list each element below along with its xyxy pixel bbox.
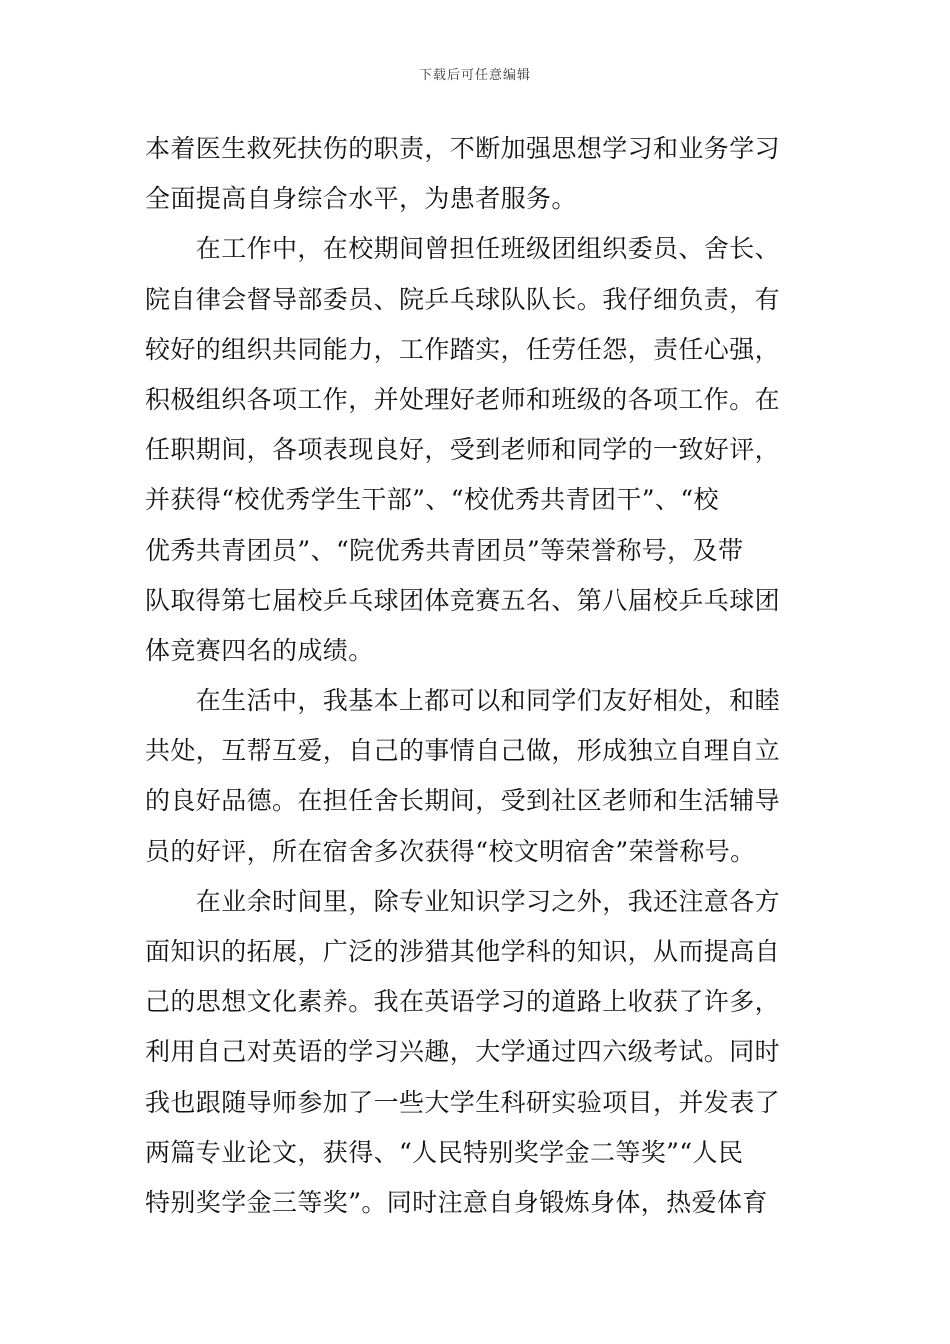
text-line: 在工作中，在校期间曾担任班级团组织委员、舍长、	[145, 234, 781, 264]
text-line: 并获得“校优秀学生干部”、“校优秀共青团干”、“校	[145, 485, 719, 515]
text-line: 员的好评，所在宿舍多次获得“校文明宿舍”荣誉称号。	[145, 836, 756, 866]
text-line: 优秀共青团员”、“院优秀共青团员”等荣誉称号，及带	[145, 535, 744, 565]
text-line: 两篇专业论文，获得、“人民特别奖学金二等奖”“人民	[145, 1137, 744, 1167]
text-line: 共处，互帮互爱，自己的事情自己做，形成独立自理自立	[145, 736, 781, 766]
text-line: 特别奖学金三等奖”。同时注意自身锻炼身体，热爱体育	[145, 1187, 768, 1217]
text-line: 利用自己对英语的学习兴趣，大学通过四六级考试。同时	[145, 1037, 781, 1067]
text-line: 面知识的拓展，广泛的涉猎其他学科的知识，从而提高自	[145, 937, 781, 966]
text-line: 在业余时间里，除专业知识学习之外，我还注意各方	[145, 886, 781, 916]
text-line: 的良好品德。在担任舍长期间，受到社区老师和生活辅导	[145, 786, 781, 816]
text-line: 积极组织各项工作，并处理好老师和班级的各项工作。在	[145, 384, 781, 414]
text-line: 在生活中，我基本上都可以和同学们友好相处，和睦	[145, 686, 781, 716]
text-line: 体竞赛四名的成绩。	[145, 635, 374, 665]
text-line: 较好的组织共同能力，工作踏实，任劳任怨，责任心强，	[145, 334, 781, 364]
text-line: 本着医生救死扶伤的职责，不断加强思想学习和业务学习	[145, 134, 781, 163]
document-body	[145, 124, 810, 1228]
text-line: 队取得第七届校乒乓球团体竞赛五名、第八届校乒乓球团	[145, 585, 781, 615]
text-line: 院自律会督导部委员、院乒乓球队队长。我仔细负责，有	[145, 284, 781, 314]
text-line: 任职期间，各项表现良好，受到老师和同学的一致好评，	[145, 435, 781, 465]
text-line: 己的思想文化素养。我在英语学习的道路上收获了许多，	[145, 987, 781, 1017]
page-header: 下载后可任意编辑	[418, 68, 531, 83]
text-line: 我也跟随导师参加了一些大学生科研实验项目，并发表了	[145, 1087, 781, 1117]
text-line: 全面提高自身综合水平，为患者服务。	[145, 184, 577, 214]
